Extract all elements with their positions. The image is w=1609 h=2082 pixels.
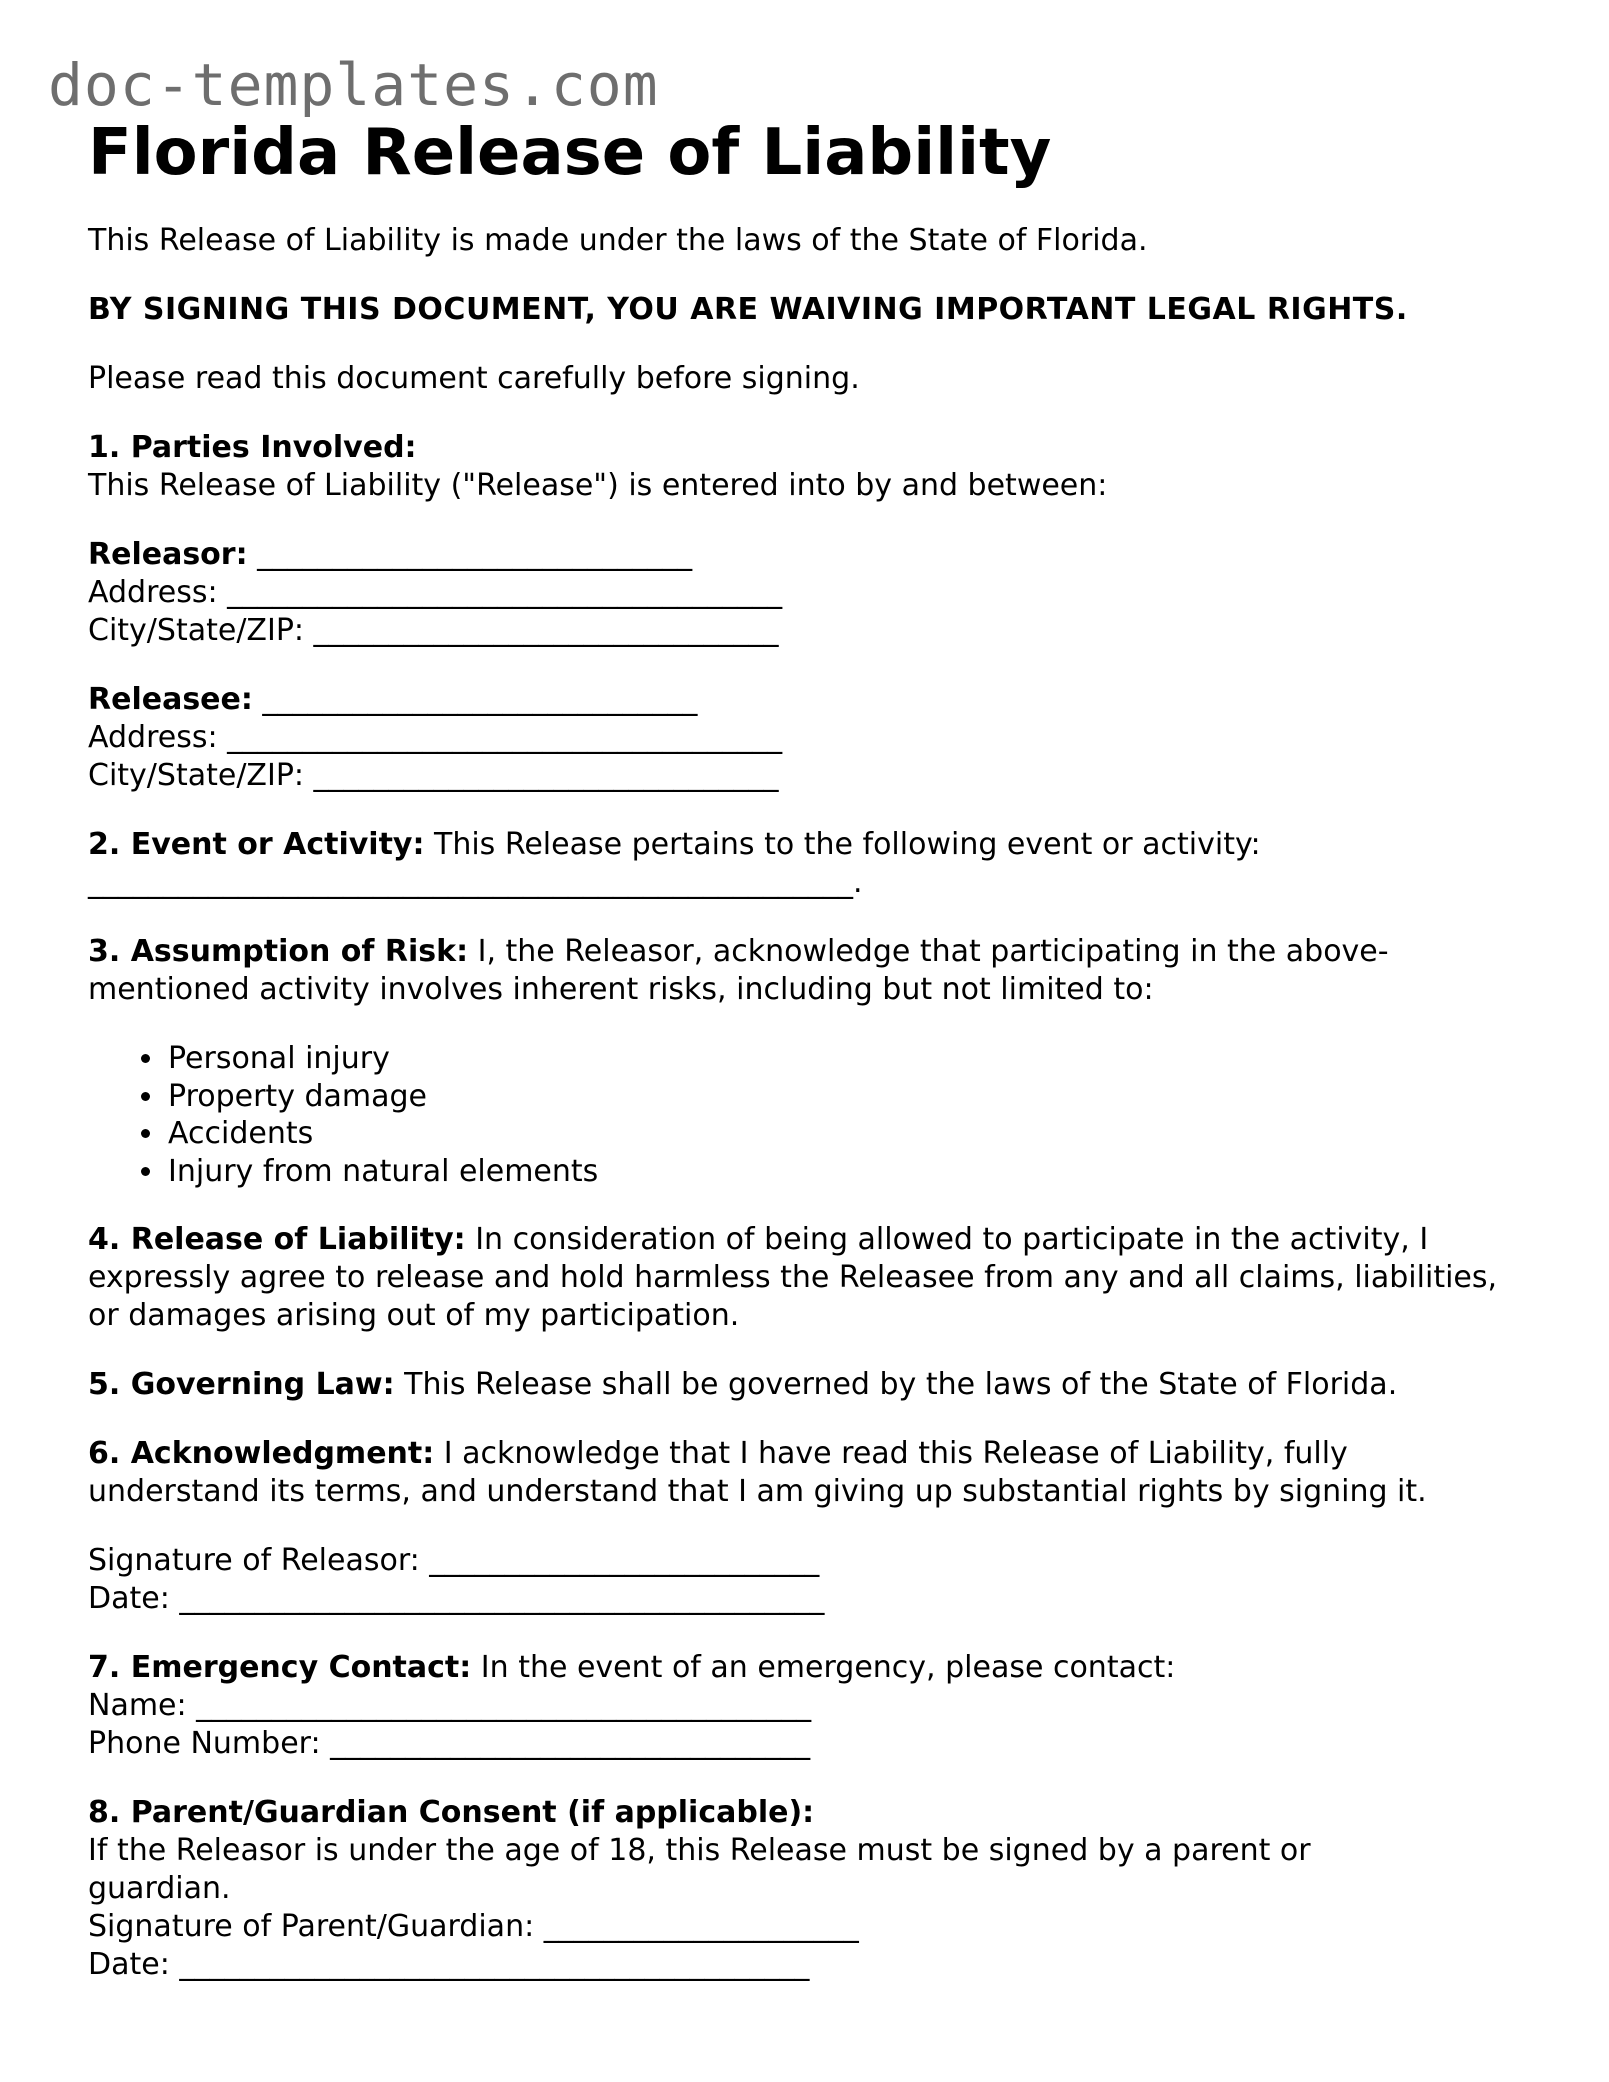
section-acknowledgment-paragraph — [88, 1435, 1498, 1511]
section-event-text: This Release pertains to the following event or activity: — [424, 827, 1261, 862]
section-event-heading: 2. Event or Activity: — [88, 827, 425, 862]
releasor-city-field[interactable]: City/State/ZIP: _______________________________ — [88, 613, 779, 648]
section-guardian-consent — [88, 1794, 1528, 1984]
releasor-line — [88, 536, 1528, 574]
emergency-phone-field[interactable]: Phone Number: ________________________________ — [88, 1726, 811, 1761]
section-acknowledgment-text: I acknowledge that I have read this Release of Liability, fully understand its terms, and understand that I am giving up substantial rights by signing it. — [88, 1436, 1427, 1509]
guardian-date-field[interactable]: Date: __________________________________________ — [88, 1947, 810, 1982]
releasee-line — [88, 681, 1528, 719]
section-acknowledgment — [88, 1435, 1528, 1511]
document — [88, 108, 1528, 1984]
intro-paragraph: This Release of Liability is made under the laws of the State of Florida. — [88, 223, 1148, 258]
section-emergency-contact-heading: 7. Emergency Contact: — [88, 1650, 472, 1685]
list-item: • Injury from natural elements — [166, 1153, 1528, 1191]
event-activity-field[interactable]: ___________________________________________________. — [88, 865, 863, 900]
list-item: • Property damage — [166, 1078, 1528, 1116]
section-release-text: In consideration of being allowed to participate in the activity, I expressly agree to release and hold harmless the Releasee from any and all claims, liabilities, or damages arising out of my participation. — [88, 1222, 1498, 1333]
releasor-block — [88, 536, 1528, 650]
section-governing-law-text: This Release shall be governed by the laws of the State of Florida. — [394, 1367, 1398, 1402]
releasor-signature-block — [88, 1542, 1528, 1618]
section-event — [88, 826, 1528, 902]
section-risk — [88, 933, 1528, 1190]
section-governing-law — [88, 1366, 1528, 1404]
section-emergency-contact — [88, 1649, 1528, 1763]
read-notice: Please read this document carefully before signing. — [88, 361, 860, 396]
list-item: • Personal injury — [166, 1040, 1528, 1078]
section-emergency-contact-paragraph — [88, 1649, 1528, 1687]
document-title: Florida Release of Liability — [88, 116, 1052, 190]
section-governing-law-paragraph — [88, 1366, 1528, 1404]
section-event-paragraph — [88, 826, 1528, 864]
section-release-heading: 4. Release of Liability: — [88, 1222, 466, 1257]
releasee-label: Releasee: — [88, 682, 253, 717]
list-item: • Accidents — [166, 1115, 1528, 1153]
section-release-paragraph — [88, 1221, 1498, 1335]
section-emergency-contact-text: In the event of an emergency, please contact: — [471, 1650, 1176, 1685]
releasor-name-field[interactable]: _____________________________ — [257, 537, 693, 572]
releasor-address-field[interactable]: Address: _____________________________________ — [88, 575, 783, 610]
releasor-signature-field[interactable]: Signature of Releasor: __________________________ — [88, 1543, 820, 1578]
releasor-label: Releasor: — [88, 537, 248, 572]
section-release — [88, 1221, 1528, 1335]
releasee-block — [88, 681, 1528, 795]
section-governing-law-heading: 5. Governing Law: — [88, 1367, 395, 1402]
section-risk-heading: 3. Assumption of Risk: — [88, 934, 469, 969]
section-risk-paragraph — [88, 933, 1468, 1009]
section-parties-text: This Release of Liability ("Release") is entered into by and between: — [88, 468, 1108, 503]
guardian-signature-field[interactable]: Signature of Parent/Guardian: _____________________ — [88, 1909, 859, 1944]
section-parties-heading: 1. Parties Involved: — [88, 430, 417, 465]
section-risk-text: I, the Releasor, acknowledge that participating in the above-mentioned activity involves inherent risks, including but not limited to: — [88, 934, 1389, 1007]
emergency-name-field[interactable]: Name: _________________________________________ — [88, 1688, 812, 1723]
releasee-name-field[interactable]: _____________________________ — [262, 682, 698, 717]
risk-list — [88, 1040, 1528, 1190]
releasee-address-field[interactable]: Address: _____________________________________ — [88, 720, 783, 755]
section-guardian-consent-heading: 8. Parent/Guardian Consent (if applicable): — [88, 1795, 815, 1830]
releasor-date-field[interactable]: Date: ___________________________________________ — [88, 1581, 825, 1616]
section-parties — [88, 429, 1528, 505]
watermark: doc-templates.com — [48, 51, 659, 119]
releasee-city-field[interactable]: City/State/ZIP: _______________________________ — [88, 758, 779, 793]
section-acknowledgment-heading: 6. Acknowledgment: — [88, 1436, 435, 1471]
section-guardian-consent-text: If the Releasor is under the age of 18, this Release must be signed by a parent or guardian. — [88, 1833, 1311, 1906]
warning-notice: BY SIGNING THIS DOCUMENT, YOU ARE WAIVING IMPORTANT LEGAL RIGHTS. — [88, 292, 1408, 327]
